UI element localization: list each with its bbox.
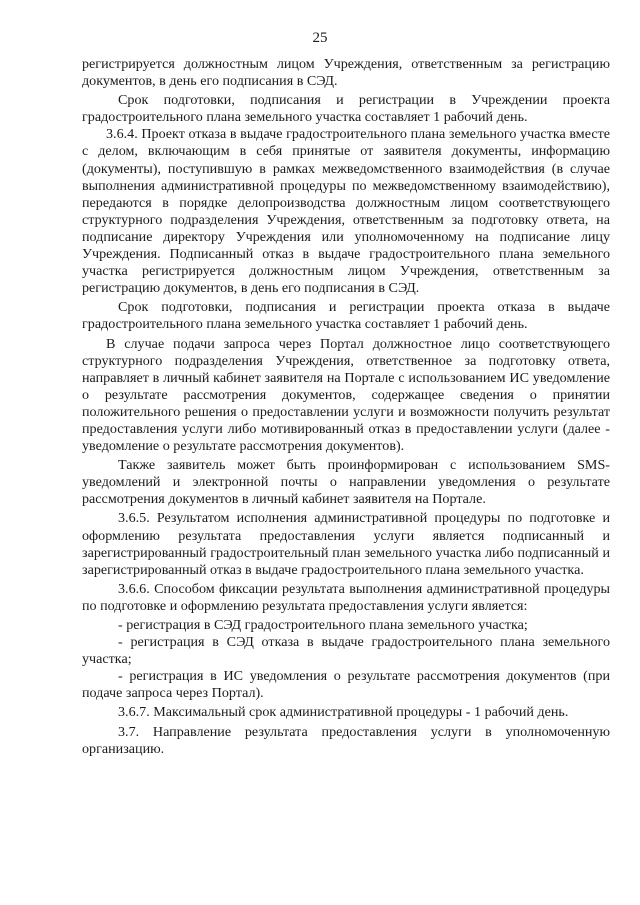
paragraph-4: Срок подготовки, подписания и регистрации проекта отказа в выдаче градостроительного плана земельного участка составляет 1 рабочий день. [82, 299, 610, 333]
paragraph-9: 3.6.7. Максимальный срок административной процедуры - 1 рабочий день. [118, 704, 569, 721]
paragraph-2: Срок подготовки, подписания и регистрации в Учреждении проекта градостроительного плана земельного участка составляет 1 рабочий день. [82, 92, 610, 126]
list-item-2: - регистрация в СЭД отказа в выдаче градостроительного плана земельного участка; [82, 634, 610, 668]
paragraph-10: 3.7. Направление результата предоставления услуги в уполномоченную организацию. [82, 723, 610, 757]
paragraph-1: регистрируется должностным лицом Учреждения, ответственным за регистрацию документов, в день его подписания в СЭД. [82, 56, 610, 90]
list-item-3: - регистрация в ИС уведомления о результате рассмотрения документов (при подаче запроса через Портал). [82, 668, 610, 702]
document-body [82, 56, 610, 758]
paragraph-6: Также заявитель может быть проинформирован с использованием SMS-уведомлений и электронной почты о направлении уведомления о результате рассмотрения документов в личный кабинет заявителя на Портале. [82, 457, 610, 508]
page-number: 25 [312, 30, 328, 46]
list-item-1: - регистрация в СЭД градостроительного плана земельного участка; [118, 617, 528, 633]
paragraph-7: 3.6.5. Результатом исполнения административной процедуры по подготовке и оформлению результата предоставления услуги является подписанный и зарегистрированный градостроительный план земельного участка либо подписанный и зарегистрированный отказ в выдаче градостроительного плана земельного участка. [82, 510, 610, 578]
paragraph-3: 3.6.4. Проект отказа в выдаче градостроительного плана земельного участка вместе с делом, включающим в себя принятые от заявителя документы, информацию (документы), поступившую в рамках межведомственного взаимодействия (в случае выполнения административной процедуры по межведомственному взаимодействию), передаются в порядке делопроизводства должностным лицом соответствующего структурного подразделения Учреждения, ответственным за подготовку ответа, на подписание директору Учреждения или уполномоченному на подписание лицу Учреждения. Подписанный отказ в выдаче градостроительного плана земельного участка регистрируется должностным лицом Учреждения, ответственным за регистрацию документов, в день его подписания в СЭД. [82, 126, 610, 297]
paragraph-8: 3.6.6. Способом фиксации результата выполнения административной процедуры по подготовке и оформлению результата предоставления услуги является: [82, 580, 610, 614]
paragraph-5: В случае подачи запроса через Портал должностное лицо соответствующего структурного подразделения Учреждения, ответственное за подготовку ответа, направляет в личный кабинет заявителя на Портале с использованием ИС уведомление о результате рассмотрения документов, содержащее сведения о принятии положительного решения о предоставлении услуги и возможности получить результат предоставления услуги либо мотивированный отказ в предоставлении услуги (далее - уведомление о результате рассмотрения документов). [82, 335, 610, 455]
